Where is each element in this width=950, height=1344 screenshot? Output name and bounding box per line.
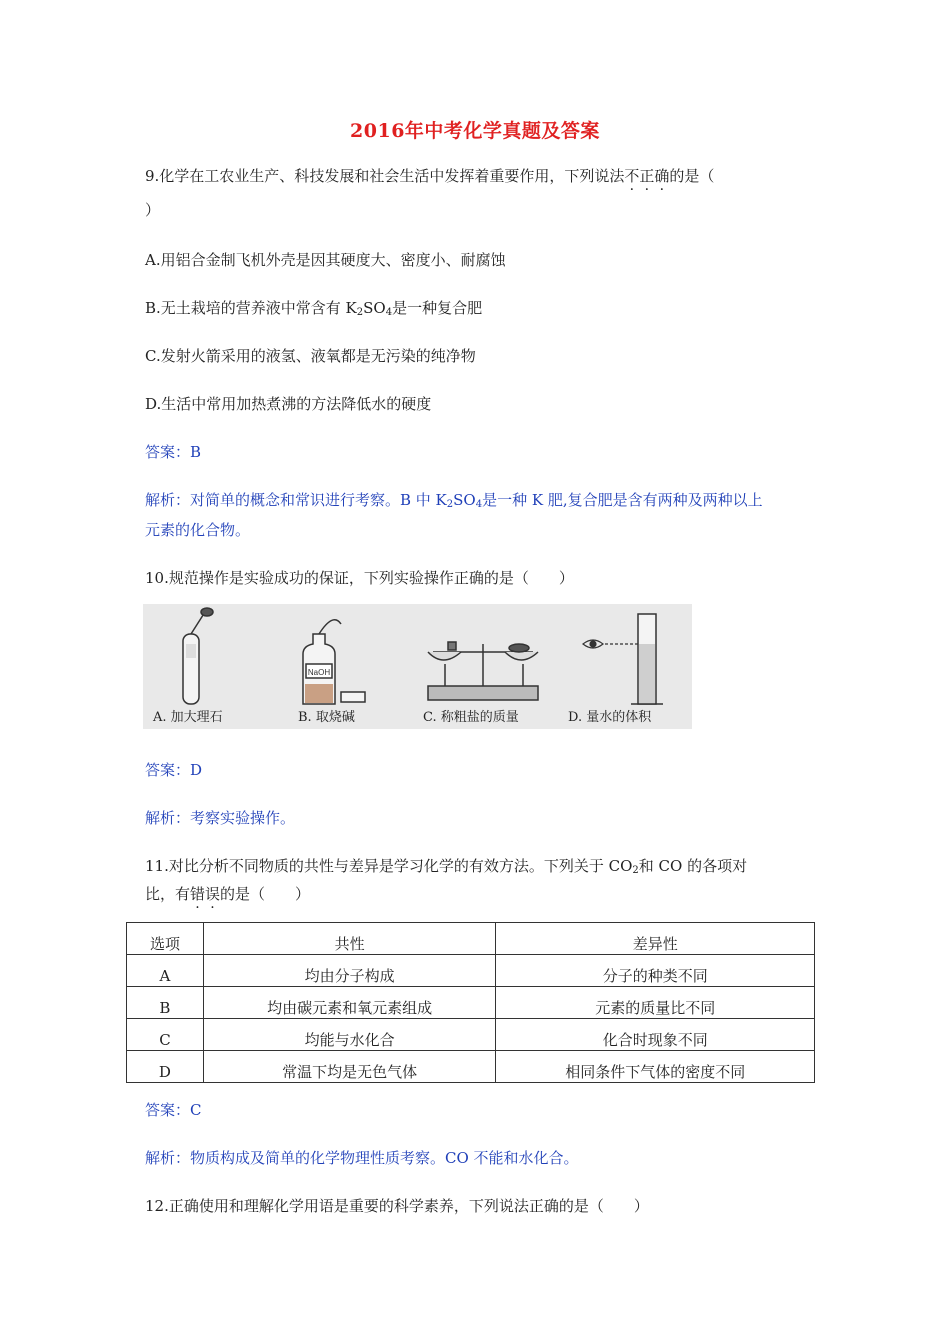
table-cell: 均由分子构成 — [203, 955, 496, 987]
table-cell: 元素的质量比不同 — [496, 987, 815, 1019]
table-cell: 分子的种类不同 — [496, 955, 815, 987]
q11-emphasis-char: 误 — [205, 885, 221, 903]
q11-stem — [145, 856, 747, 881]
table-cell: A — [127, 955, 204, 987]
q11-emphasis-char: 错 — [190, 885, 206, 903]
q11-stem-line2 — [145, 884, 310, 904]
q11-analysis: 解析：物质构成及简单的化学物理性质考察。CO 不能和水化合。 — [145, 1149, 579, 1167]
q9-emphasis-char: 确 — [654, 167, 670, 185]
table-cell: B — [127, 987, 204, 1019]
label-c: C. 称粗盐的质量 — [423, 710, 519, 725]
q9-stem — [145, 166, 714, 186]
q9-emphasis-char: 不 — [624, 167, 640, 185]
q9-option-b — [145, 298, 482, 323]
table-header: 共性 — [203, 923, 496, 955]
q9-option-b-tail: 是一种复合肥 — [392, 299, 483, 317]
subscript: 4 — [385, 307, 393, 318]
q9-stem-text: 9.化学在工农业生产、科技发展和社会生活中发挥着重要作用，下列说法 — [145, 167, 625, 185]
test-tube-icon — [183, 608, 213, 704]
q11-stem-line2-tail: 的是（ ） — [220, 885, 311, 903]
q9-emphasis-char: 正 — [639, 167, 655, 185]
table-cell: D — [127, 1051, 204, 1083]
table-cell: 均能与水化合 — [203, 1019, 496, 1051]
q11-stem-tail: 和 CO 的各项对 — [638, 857, 748, 875]
q9-stem-close: ） — [145, 201, 161, 219]
table-header: 差异性 — [496, 923, 815, 955]
table-cell: 常温下均是无色气体 — [203, 1051, 496, 1083]
page-title: 2016年中考化学真题及答案 — [350, 120, 600, 142]
q11-stem-line2-text: 比，有 — [145, 885, 191, 903]
table-cell: C — [127, 1019, 204, 1051]
balance-scale-icon — [428, 642, 538, 700]
q9-stem-tail: 的是（ — [669, 167, 715, 185]
q11-answer: 答案：C — [145, 1101, 202, 1119]
table-row — [127, 1019, 815, 1051]
q9-answer: 答案：B — [145, 443, 202, 461]
table-header-row — [127, 923, 815, 955]
reagent-bottle-icon — [303, 620, 365, 704]
label-d: D. 量水的体积 — [568, 710, 652, 725]
q9-analysis-formula: SO — [453, 491, 476, 509]
subscript: 4 — [475, 499, 483, 510]
eye-icon — [583, 640, 638, 648]
q9-analysis-text: 解析：对简单的概念和常识进行考察。B 中 K — [145, 491, 447, 509]
label-a: A. 加大理石 — [153, 710, 223, 725]
table-cell: 均由碳元素和氧元素组成 — [203, 987, 496, 1019]
comparison-table — [126, 922, 815, 1083]
table-row — [127, 987, 815, 1019]
q9-option-c: C.发射火箭采用的液氢、液氧都是无污染的纯净物 — [145, 347, 476, 365]
q10-answer: 答案：D — [145, 761, 203, 779]
bottle-label: NaOH — [307, 668, 331, 677]
q10-analysis: 解析：考察实验操作。 — [145, 809, 296, 827]
q9-option-b-formula: SO — [363, 299, 386, 317]
table-cell: 相同条件下气体的密度不同 — [496, 1051, 815, 1083]
q9-option-b-text: B.无土栽培的营养液中常含有 K — [145, 299, 357, 317]
table-row — [127, 955, 815, 987]
q11-stem-text: 11.对比分析不同物质的共性与差异是学习化学的有效方法。下列关于 CO — [145, 857, 633, 875]
graduated-cylinder-icon — [631, 614, 663, 704]
lab-operations-figure — [143, 604, 692, 729]
lab-operations-illustration — [143, 604, 692, 729]
table-cell: 化合时现象不同 — [496, 1019, 815, 1051]
q12-stem: 12.正确使用和理解化学用语是重要的科学素养，下列说法正确的是（ ） — [145, 1197, 649, 1215]
q9-option-d: D.生活中常用加热煮沸的方法降低水的硬度 — [145, 395, 432, 413]
subscript: 2 — [446, 499, 454, 510]
q10-stem: 10.规范操作是实验成功的保证，下列实验操作正确的是（ ） — [145, 569, 574, 587]
q9-analysis — [145, 490, 763, 515]
table-header: 选项 — [127, 923, 204, 955]
q9-analysis-line2: 元素的化合物。 — [145, 521, 251, 539]
q9-option-a: A.用铝合金制飞机外壳是因其硬度大、密度小、耐腐蚀 — [145, 251, 506, 269]
subscript: 2 — [356, 307, 364, 318]
q9-analysis-tail: 是一种 K 肥,复合肥是含有两种及两种以上 — [482, 491, 763, 509]
table-row — [127, 1051, 815, 1083]
label-b: B. 取烧碱 — [298, 710, 355, 725]
subscript: 2 — [632, 865, 639, 876]
